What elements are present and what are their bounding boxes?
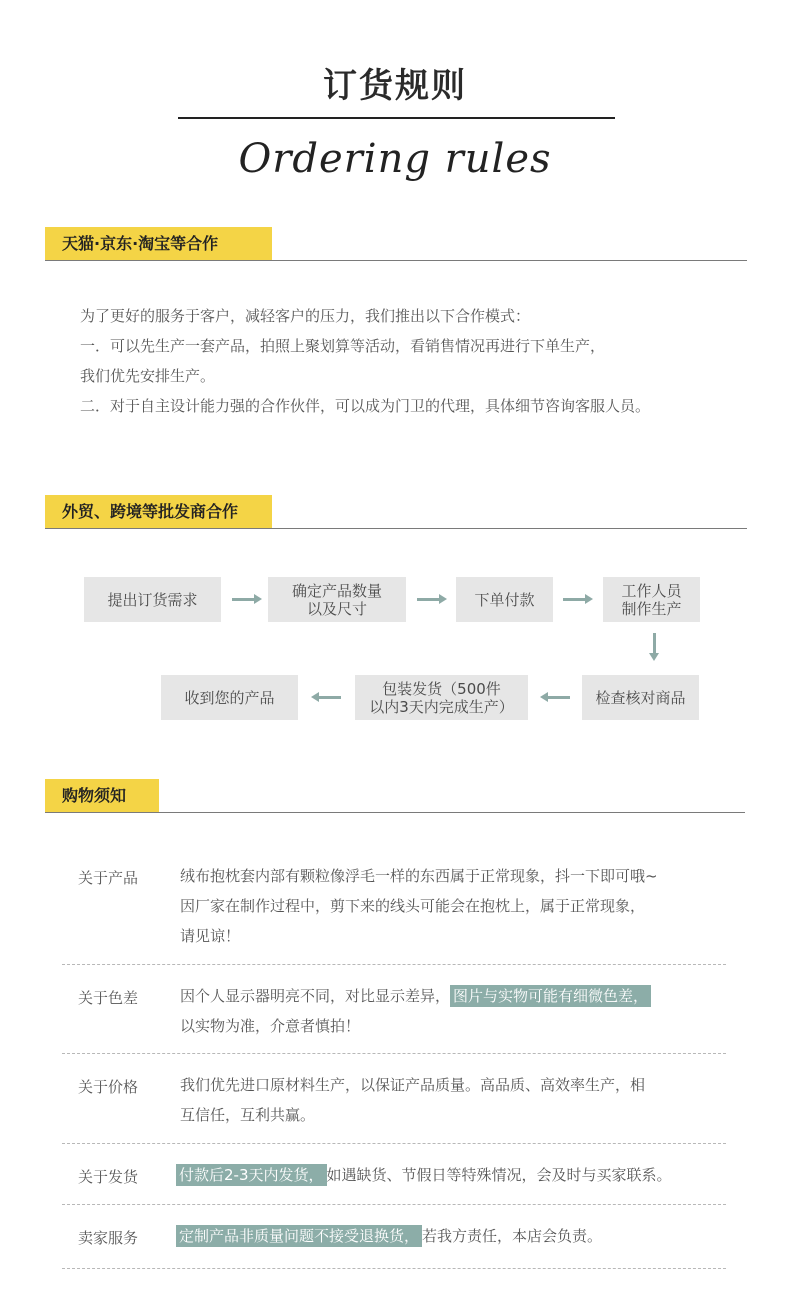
- highlight-shipping-time: 付款后2-3天内发货，: [176, 1164, 327, 1186]
- row-divider: [62, 1204, 726, 1205]
- row-label-price: 关于价格: [78, 1078, 139, 1096]
- highlight-color-difference: 图片与实物可能有细微色差，: [450, 985, 651, 1007]
- highlight-no-returns: 定制产品非质量问题不接受退换货，: [176, 1225, 422, 1247]
- text-line: 互信任，互利共赢。: [180, 1106, 316, 1124]
- flow-step-shipping: [355, 675, 528, 720]
- text-line: 我们优先进口原材料生产，以保证产品质量。高品质、高效率生产，相: [180, 1076, 646, 1094]
- section-divider: [45, 260, 747, 261]
- platform-cooperation-text: [80, 301, 760, 421]
- text-segment: 若我方责任，本店会负责。: [422, 1227, 603, 1245]
- flow-step-confirm-quantity: [268, 577, 406, 622]
- text-line: 以实物为准，介意者慎拍！: [180, 1017, 361, 1035]
- section-divider: [45, 528, 747, 529]
- row-label-color: 关于色差: [78, 989, 139, 1007]
- flow-step-text: 工作人员: [621, 581, 682, 600]
- flow-arrow-right-icon: [417, 598, 441, 601]
- row-divider: [62, 1143, 726, 1144]
- row-divider: [62, 964, 726, 965]
- flow-arrow-left-icon: [317, 696, 341, 699]
- text-line: 请见谅！: [180, 927, 241, 945]
- text-line: 为了更好的服务于客户，减轻客户的压力，我们推出以下合作模式：: [80, 307, 531, 325]
- row-label-service: 卖家服务: [78, 1229, 139, 1247]
- text-segment: 如遇缺货、节假日等特殊情况，会及时与买家联系。: [326, 1166, 672, 1184]
- flow-step-text: 制作生产: [621, 599, 682, 618]
- flow-arrow-right-icon: [232, 598, 256, 601]
- text-line: 一．可以先生产一套产品，拍照上聚划算等活动，看销售情况再进行下单生产，: [80, 337, 606, 355]
- section-label-platform-cooperation: 天猫·京东·淘宝等合作: [45, 227, 272, 261]
- flow-step-receive: 收到您的产品: [161, 675, 298, 720]
- flow-step-production: [603, 577, 700, 622]
- flow-arrow-down-icon: [653, 633, 656, 655]
- row-text-shipping: [176, 1160, 736, 1190]
- text-line: [180, 981, 730, 1011]
- flow-step-text: 包装发货（500件: [382, 679, 501, 698]
- row-divider: [62, 1053, 726, 1054]
- row-label-shipping: 关于发货: [78, 1168, 139, 1186]
- flow-step-text: 确定产品数量: [291, 581, 382, 600]
- row-text-color: [180, 981, 730, 1041]
- page-title: 订货规则: [323, 66, 467, 106]
- text-segment: 因个人显示器明亮不同，对比显示差异，: [180, 987, 451, 1005]
- page-subtitle: Ordering rules: [238, 136, 552, 182]
- section-label-wholesale-cooperation: 外贸、跨境等批发商合作: [45, 495, 272, 529]
- row-label-product: 关于产品: [78, 869, 139, 887]
- flow-arrow-left-icon: [546, 696, 570, 699]
- section-label-shopping-notice: 购物须知: [45, 779, 159, 813]
- section-divider: [45, 812, 745, 813]
- flow-step-request: 提出订货需求: [84, 577, 221, 622]
- flow-step-payment: 下单付款: [456, 577, 553, 622]
- row-text-product: [180, 861, 730, 951]
- flow-step-text: 以内3天内完成生产）: [369, 697, 514, 716]
- text-line: 绒布抱枕套内部有颗粒像浮毛一样的东西属于正常现象，抖一下即可哦~: [180, 867, 658, 885]
- text-line: 我们优先安排生产。: [80, 367, 216, 385]
- flow-arrow-right-icon: [563, 598, 587, 601]
- flow-step-text: 以及尺寸: [306, 599, 367, 618]
- row-text-price: [180, 1070, 730, 1130]
- text-line: 因厂家在制作过程中，剪下来的线头可能会在抱枕上，属于正常现象，: [180, 897, 646, 915]
- row-divider: [62, 1268, 726, 1269]
- row-text-service: [176, 1221, 736, 1251]
- title-divider: [178, 117, 615, 119]
- flow-step-inspection: 检查核对商品: [582, 675, 699, 720]
- text-line: 二．对于自主设计能力强的合作伙伴，可以成为门卫的代理，具体细节咨询客服人员。: [80, 397, 651, 415]
